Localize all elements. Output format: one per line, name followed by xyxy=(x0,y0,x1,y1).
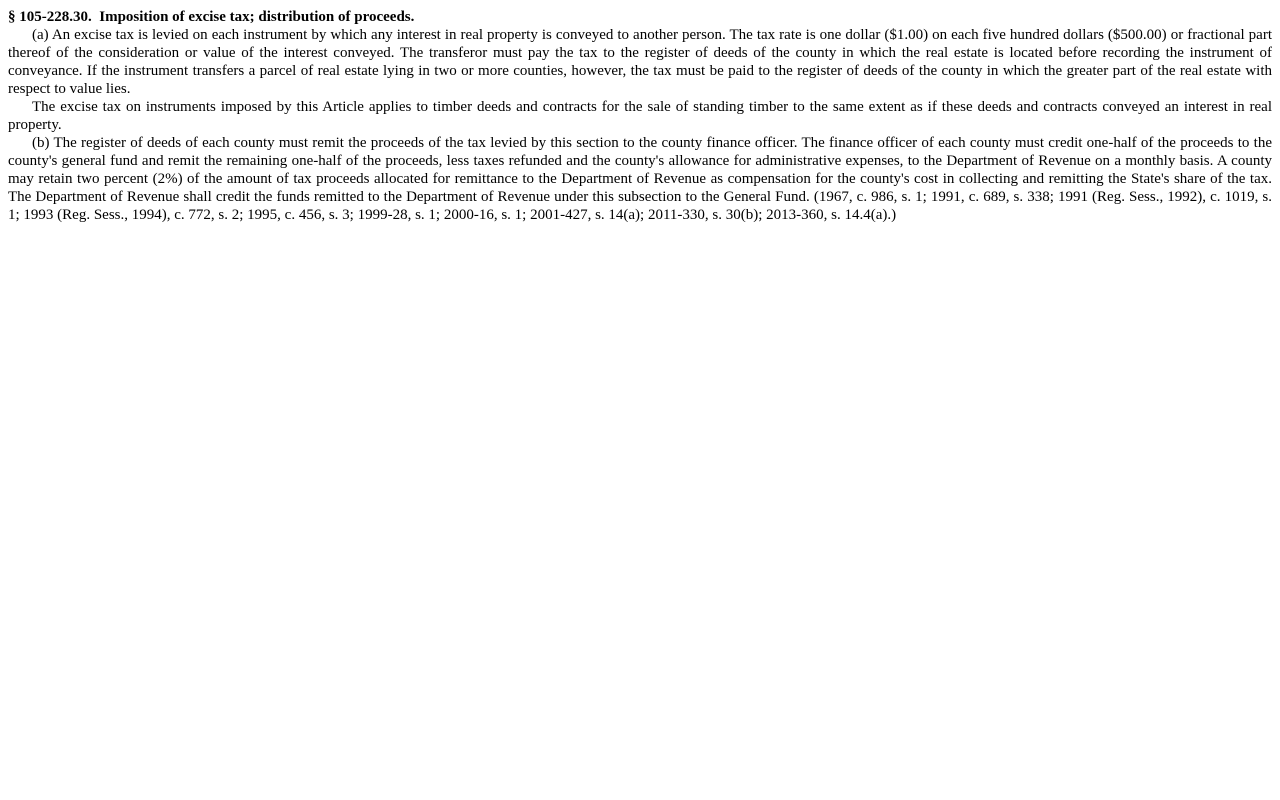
paragraph-a: (a) An excise tax is levied on each instrument by which any interest in real property is conveyed to another person. The tax rate is one dollar ($1.00) on each five hundred dollars ($500.00) or fractional part thereof of the consideration or value of the interest conveyed. The transferor must pay the tax to the register of deeds of the county in which the real estate is located before recording the instrument of conveyance. If the instrument transfers a parcel of real estate lying in two or more counties, however, the tax must be paid to the register of deeds of the county in which the greater part of the real estate with respect to value lies. xyxy=(8,27,1272,97)
paragraph-timber: The excise tax on instruments imposed by this Article applies to timber deeds and contracts for the sale of standing timber to the same extent as if these deeds and contracts conveyed an interest in real property. xyxy=(8,99,1272,133)
paragraph-b: (b) The register of deeds of each county must remit the proceeds of the tax levied by this section to the county finance officer. The finance officer of each county must credit one-half of the proceeds to the county's general fund and remit the remaining one-half of the proceeds, less taxes refunded and the county's allowance for administrative expenses, to the Department of Revenue on a monthly basis. A county may retain two percent (2%) of the amount of tax proceeds allocated for remittance to the Department of Revenue as compensation for the county's cost in collecting and remitting the State's share of the tax. The Department of Revenue shall credit the funds remitted to the Department of Revenue under this subsection to the General Fund. (1967, c. 986, s. 1; 1991, c. 689, s. 338; 1991 (Reg. Sess., 1992), c. 1019, s. 1; 1993 (Reg. Sess., 1994), c. 772, s. 2; 1995, c. 456, s. 3; 1999-28, s. 1; 2000-16, s. 1; 2001-427, s. 14(a); 2011-330, s. 30(b); 2013-360, s. 14.4(a).) xyxy=(8,135,1272,223)
section-heading: § 105-228.30. Imposition of excise tax; distribution of proceeds. xyxy=(8,9,415,25)
statute-document xyxy=(8,8,1272,224)
